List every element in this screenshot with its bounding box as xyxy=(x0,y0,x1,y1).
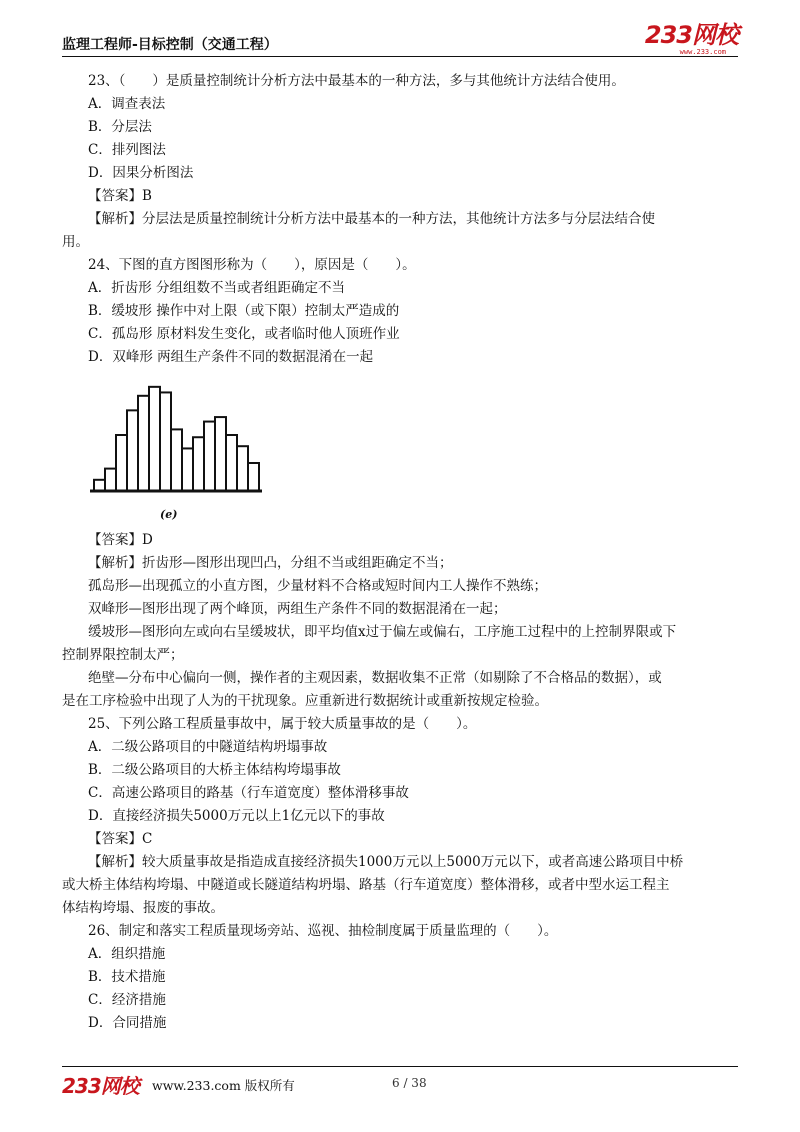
histogram-bar xyxy=(226,435,237,491)
option-a: A．组织措施 xyxy=(88,946,166,962)
header-title: 监理工程师-目标控制（交通工程） xyxy=(62,37,278,53)
option-c: C．高速公路项目的路基（行车道宽度）整体滑移事故 xyxy=(88,785,409,801)
histogram-chart xyxy=(88,369,268,503)
histogram-bar xyxy=(149,387,160,491)
histogram-bar xyxy=(127,410,138,491)
option-b: B．技术措施 xyxy=(88,969,166,985)
question-23: 23、（ ）是质量控制统计分析方法中最基本的一种方法，多与其他统计方法结合使用。 xyxy=(88,73,625,89)
histogram-bar xyxy=(116,435,127,491)
header-divider xyxy=(62,56,738,57)
question-25: 25、下列公路工程质量事故中，属于较大质量事故的是（ ）。 xyxy=(88,716,477,732)
answer: 【答案】C xyxy=(88,831,153,847)
histogram-bar xyxy=(105,469,116,491)
histogram-bar xyxy=(138,396,149,491)
explanation-line: 控制界限控制太严； xyxy=(62,647,184,663)
figure-caption: (e) xyxy=(160,508,178,521)
option-a: A．调查表法 xyxy=(88,96,166,112)
explanation-line: 体结构垮塌、报废的事故。 xyxy=(62,900,224,916)
question-24: 24、下图的直方图图形称为（ ），原因是（ ）。 xyxy=(88,257,416,273)
logo-text: 233网校 xyxy=(644,21,738,49)
histogram-bar xyxy=(171,429,182,491)
option-d: D．合同措施 xyxy=(88,1015,167,1031)
option-c: C．经济措施 xyxy=(88,992,166,1008)
option-b: B．缓坡形 操作中对上限（或下限）控制太严造成的 xyxy=(88,303,400,319)
page-header xyxy=(62,21,738,58)
answer: 【答案】B xyxy=(88,188,152,204)
option-a: A．折齿形 分组组数不当或者组距确定不当 xyxy=(88,280,346,296)
histogram-bar xyxy=(215,417,226,491)
footer-copyright: www.233.com 版权所有 xyxy=(152,1078,295,1093)
explanation-line: 绝壁—分布中心偏向一侧，操作者的主观因素，数据收集不正常（如剔除了不合格品的数据），或 xyxy=(88,670,662,686)
explanation: 【解析】分层法是质量控制统计分析方法中最基本的一种方法，其他统计方法多与分层法结合使 xyxy=(88,211,655,227)
footer-divider xyxy=(62,1066,738,1067)
histogram-bar xyxy=(160,392,171,491)
histogram-bar xyxy=(182,448,193,491)
explanation-line: 缓坡形—图形向左或向右呈缓坡状，即平均值x过于偏左或偏右，工序施工过程中的上控制界限或下 xyxy=(88,624,677,640)
brand-logo xyxy=(645,22,738,56)
explanation-line: 孤岛形—出现孤立的小直方图，少量材料不合格或短时间内工人操作不熟练； xyxy=(88,578,547,594)
histogram-bar xyxy=(204,422,215,491)
histogram-bar xyxy=(193,437,204,491)
option-c: C．孤岛形 原材料发生变化，或者临时他人顶班作业 xyxy=(88,326,400,342)
option-d: D．双峰形 两组生产条件不同的数据混淆在一起 xyxy=(88,349,374,365)
footer-logo: 233网校 xyxy=(62,1074,139,1098)
histogram-figure xyxy=(88,369,738,529)
explanation-line: 或大桥主体结构垮塌、中隧道或长隧道结构坍塌、路基（行车道宽度）整体滑移，或者中型水运工程主 xyxy=(62,877,670,893)
option-c: C．排列图法 xyxy=(88,142,166,158)
question-26: 26、制定和落实工程质量现场旁站、巡视、抽检制度属于质量监理的（ ）。 xyxy=(88,923,558,939)
option-a: A．二级公路项目的中隧道结构坍塌事故 xyxy=(88,739,328,755)
option-b: B．二级公路项目的大桥主体结构垮塌事故 xyxy=(88,762,341,778)
page-footer xyxy=(62,1070,738,1100)
answer: 【答案】D xyxy=(88,532,153,548)
logo-subtext: www.233.com xyxy=(679,48,726,56)
page-number: 6 / 38 xyxy=(392,1076,427,1090)
option-d: D．因果分析图法 xyxy=(88,165,194,181)
document-body xyxy=(62,70,738,1035)
explanation-line: 双峰形—图形出现了两个峰顶，两组生产条件不同的数据混淆在一起； xyxy=(88,601,507,617)
explanation: 【解析】较大质量事故是指造成直接经济损失1000万元以上5000万元以下，或者高速公路项目中桥 xyxy=(88,854,684,870)
option-d: D．直接经济损失5000万元以上1亿元以下的事故 xyxy=(88,808,385,824)
histogram-bar xyxy=(237,446,248,491)
histogram-bar xyxy=(248,463,259,491)
explanation: 【解析】折齿形—图形出现凹凸，分组不当或组距确定不当； xyxy=(88,555,453,571)
explanation-line: 是在工序检验中出现了人为的干扰现象。应重新进行数据统计或重新按规定检验。 xyxy=(62,693,548,709)
option-b: B．分层法 xyxy=(88,119,152,135)
explanation-cont: 用。 xyxy=(62,234,89,250)
histogram-bar xyxy=(94,480,105,491)
